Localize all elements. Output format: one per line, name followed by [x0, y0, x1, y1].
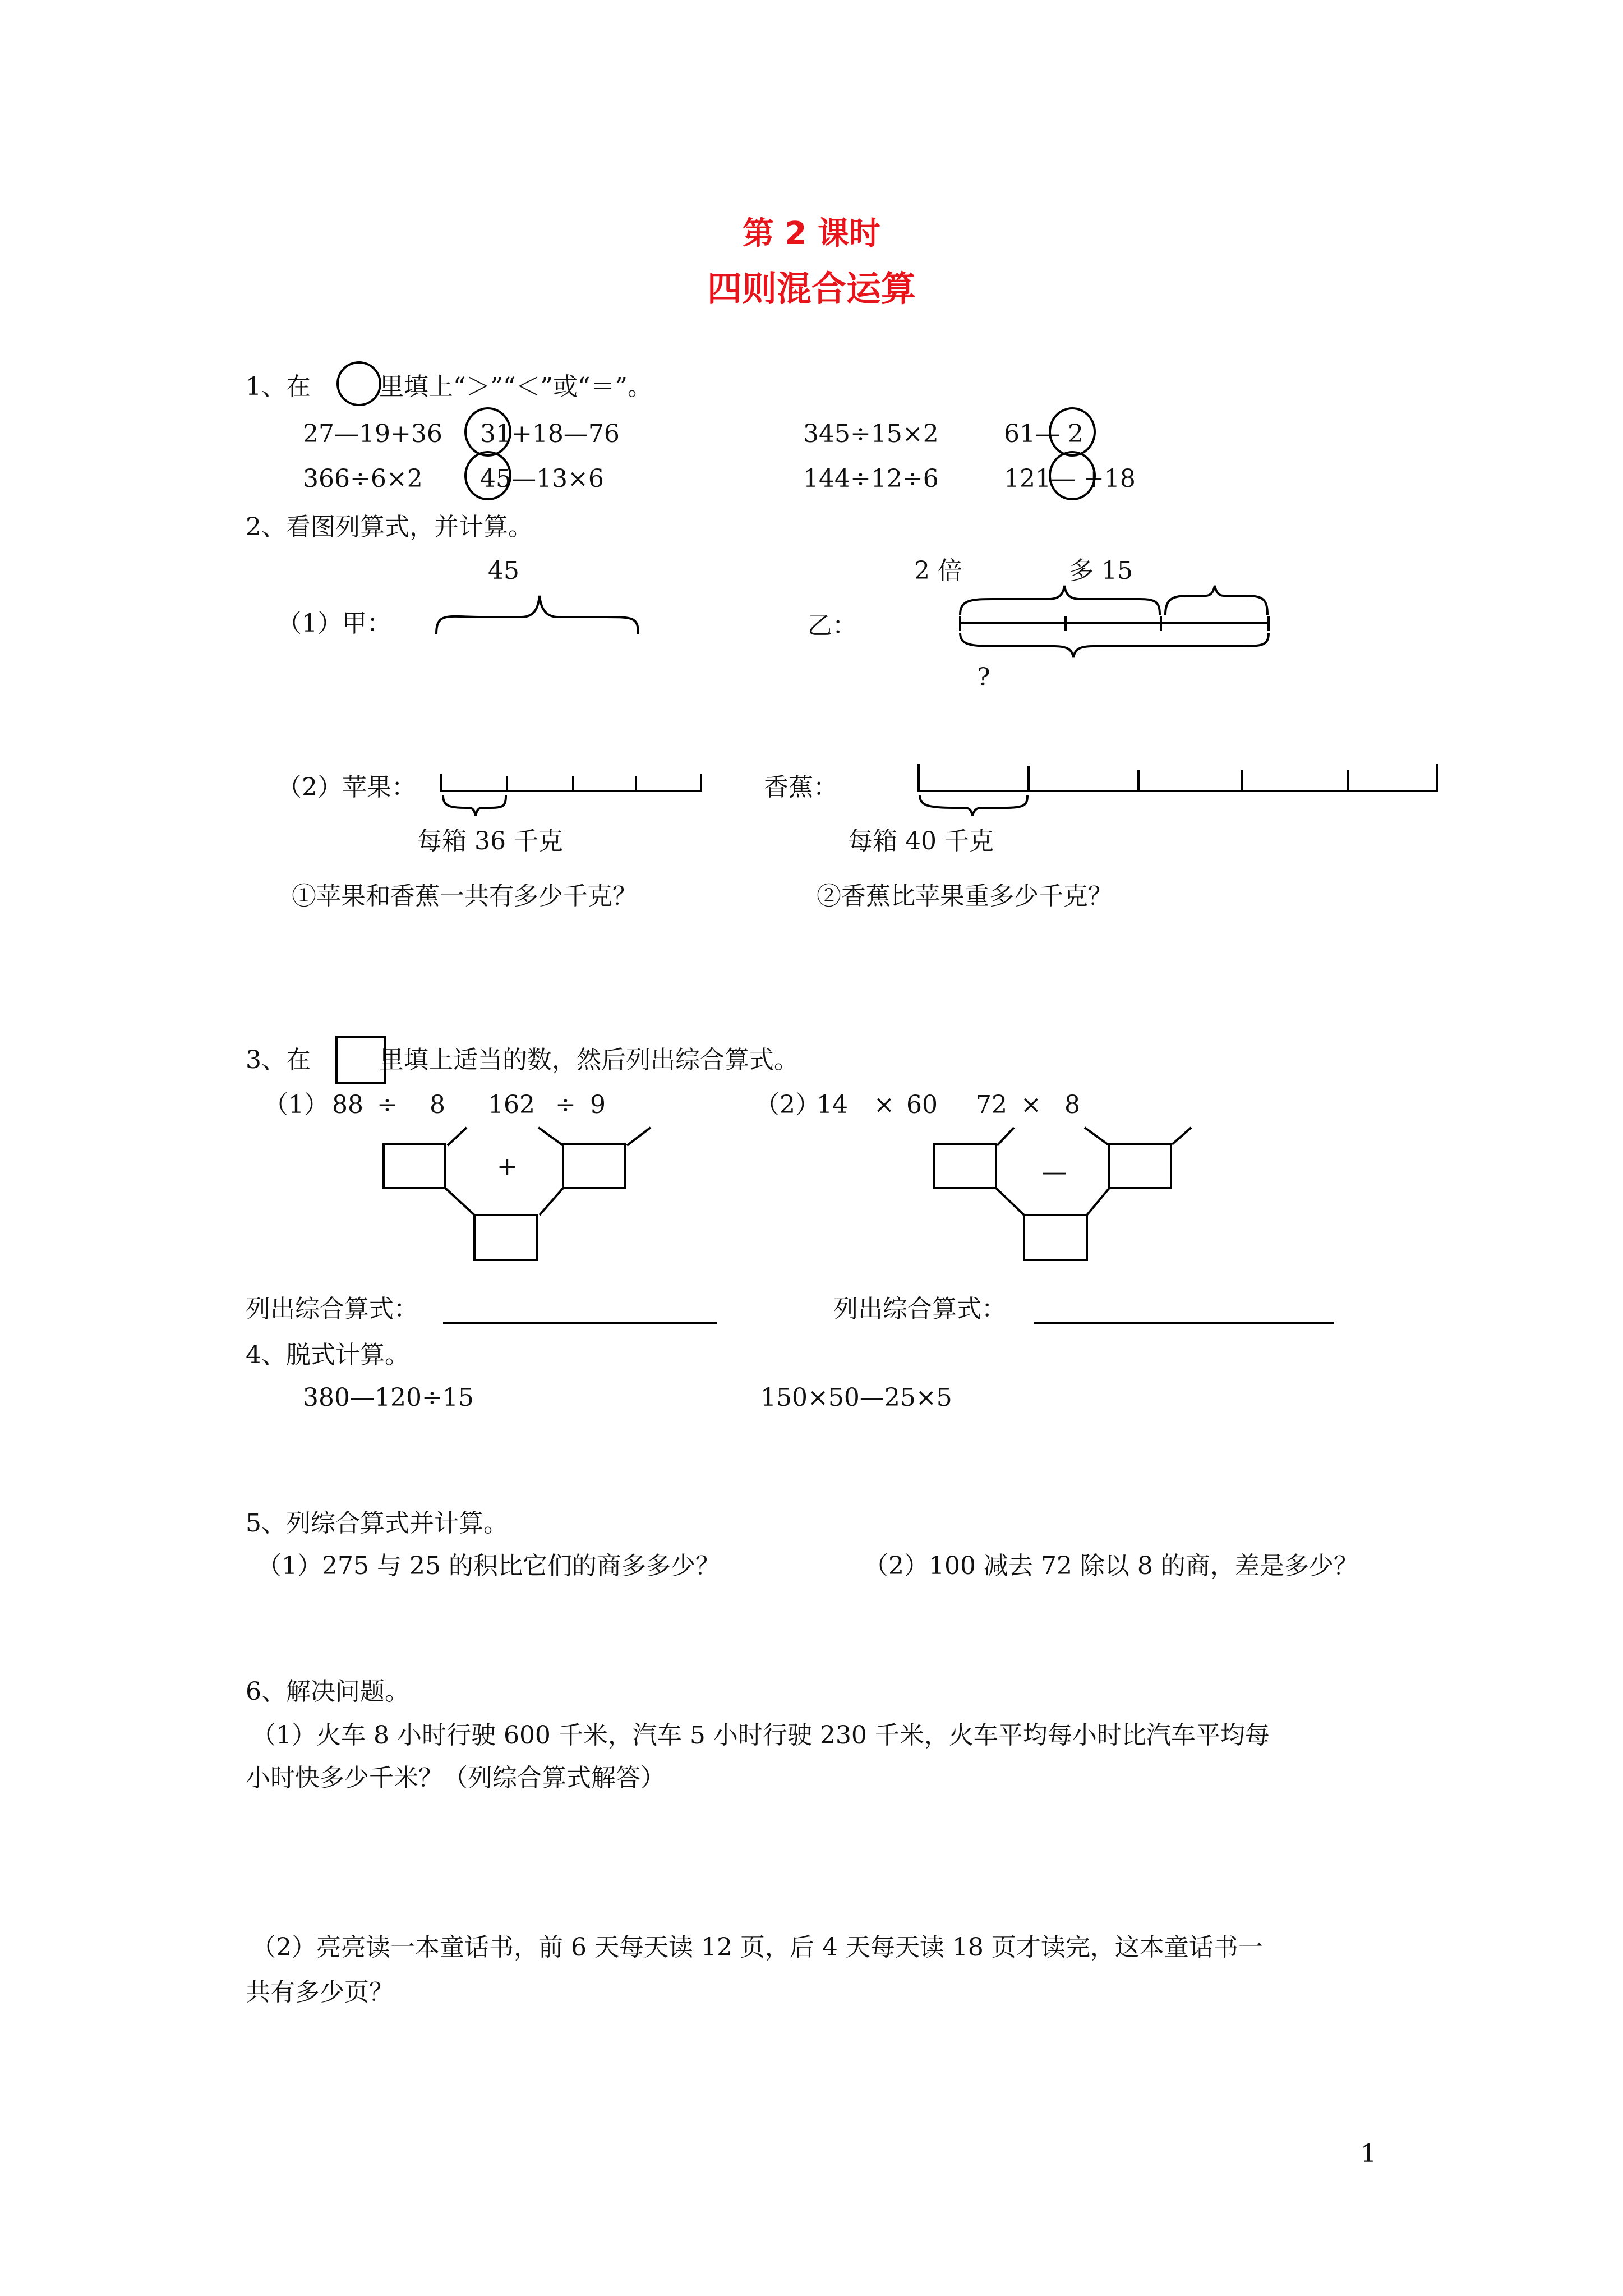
- q2-yi-times: 2 倍: [914, 556, 962, 585]
- q4-expr1: 380—120÷15: [303, 1383, 474, 1412]
- q3-p1-op: ÷: [377, 1091, 398, 1119]
- q1-r2-right: 45—13×6: [480, 464, 604, 493]
- q3-prompt-before: 3、在: [246, 1046, 311, 1074]
- q3-p2-num: 8: [1064, 1091, 1080, 1119]
- banana-brace: [920, 795, 1027, 816]
- q4-prompt: 4、脱式计算。: [246, 1341, 409, 1369]
- q2-prompt: 2、看图列算式，并计算。: [246, 513, 533, 541]
- q2-yi-label: 乙：: [808, 611, 857, 640]
- branch: [1087, 1188, 1109, 1215]
- branch: [996, 1188, 1024, 1215]
- q3-p1-num: 9: [590, 1091, 606, 1119]
- q1-r1-right: 31+18—76: [480, 420, 620, 448]
- q1-r2b-left: 144÷12÷6: [803, 464, 939, 493]
- prompt-box: [336, 1037, 385, 1083]
- q2-sub2: ②香蕉比苹果重多少千克？: [817, 882, 1113, 910]
- q3-p2-op: ×: [1021, 1091, 1041, 1119]
- q3-p2-label: （2）: [755, 1091, 820, 1119]
- jia-bar-brace: [436, 596, 638, 634]
- prompt-circle: [338, 362, 380, 405]
- q1-r2-left: 366÷6×2: [303, 464, 423, 493]
- q6-prompt: 6、解决问题。: [246, 1677, 409, 1706]
- q2-apple-each: 每箱 36 千克: [417, 827, 563, 855]
- q1-r1b-right: 61— 2: [1004, 420, 1083, 448]
- q2-jia-label: （1）甲：: [277, 609, 391, 638]
- q3-p2-num: 72: [976, 1091, 1007, 1119]
- compare-circle: [465, 408, 510, 455]
- page-title: 第 2 课时: [743, 215, 880, 252]
- q3-formula-label-1: 列出综合算式：: [246, 1295, 418, 1323]
- q6-p2-line2: 共有多少页？: [246, 1978, 394, 2007]
- branch: [1172, 1128, 1191, 1144]
- q5-prompt: 5、列综合算式并计算。: [246, 1509, 508, 1538]
- branch: [538, 1128, 563, 1145]
- q3-p1-num: 8: [430, 1091, 445, 1119]
- branch: [997, 1128, 1014, 1145]
- q3-p1-plus: +: [497, 1152, 518, 1181]
- q3-p1-label: （1）: [264, 1091, 329, 1119]
- q2-yi-more: 多 15: [1069, 556, 1133, 585]
- answer-box: [384, 1144, 445, 1188]
- q2-apple-label: （2）苹果：: [277, 773, 416, 802]
- q6-p1-line2: 小时快多少千米？（列综合算式解答）: [246, 1764, 665, 1792]
- compare-circle: [1050, 408, 1095, 455]
- answer-box: [934, 1144, 996, 1188]
- yi-extra-brace: [1165, 586, 1267, 615]
- yi-bottom-brace: [960, 633, 1269, 657]
- branch: [445, 1188, 474, 1215]
- q3-p2-num: 60: [906, 1091, 938, 1119]
- q3-p1-num: 88: [332, 1091, 363, 1119]
- q4-expr2: 150×50—25×5: [760, 1383, 952, 1412]
- branch: [448, 1128, 467, 1145]
- q3-p2-num: 14: [817, 1091, 848, 1119]
- page-number: 1: [1361, 2139, 1376, 2168]
- q5-p2: （2）100 减去 72 除以 8 的商，差是多少？: [864, 1552, 1358, 1580]
- answer-box: [563, 1144, 625, 1188]
- yi-top-brace: [960, 586, 1160, 615]
- q1-prompt-before: 1、在: [246, 372, 311, 401]
- q1-prompt-after: 里填上“＞”“＜”或“＝”。: [379, 372, 652, 401]
- answer-box: [1109, 1144, 1171, 1188]
- q6-p2-line1: （2）亮亮读一本童话书，前 6 天每天读 12 页，后 4 天每天读 18 页才读完，这本童话书一: [251, 1933, 1263, 1962]
- branch: [627, 1128, 651, 1145]
- q1-r1-left: 27—19+36: [303, 420, 442, 448]
- q2-yi-question: ?: [977, 663, 990, 692]
- q2-banana-label: 香蕉：: [764, 773, 838, 802]
- q3-p1-num: 162: [488, 1091, 535, 1119]
- branch: [540, 1188, 563, 1215]
- q3-formula-label-2: 列出综合算式：: [833, 1295, 1006, 1323]
- page-subtitle: 四则混合运算: [707, 268, 916, 309]
- answer-box: [1024, 1215, 1087, 1260]
- q5-p1: （1）275 与 25 的积比它们的商多多少？: [257, 1552, 720, 1580]
- compare-circle: [1050, 452, 1095, 499]
- q3-prompt-after: 里填上适当的数，然后列出综合算式。: [379, 1046, 799, 1074]
- q2-sub1: ①苹果和香蕉一共有多少千克？: [292, 882, 637, 910]
- q1-r2b-right: 121— +18: [1004, 464, 1136, 493]
- q3-p2-op: ×: [874, 1091, 895, 1119]
- q2-jia-value: 45: [488, 556, 519, 585]
- q1-r1b-left: 345÷15×2: [803, 420, 939, 448]
- q6-p1-line1: （1）火车 8 小时行驶 600 千米，汽车 5 小时行驶 230 千米，火车平均每小时比汽车平均每: [251, 1721, 1270, 1750]
- q2-banana-each: 每箱 40 千克: [848, 827, 994, 855]
- q3-p2-minus: —: [1042, 1158, 1067, 1186]
- apple-brace: [443, 795, 506, 816]
- branch: [1085, 1128, 1109, 1145]
- answer-box: [474, 1215, 537, 1260]
- q3-p1-op: ÷: [555, 1091, 576, 1119]
- compare-circle: [465, 452, 510, 499]
